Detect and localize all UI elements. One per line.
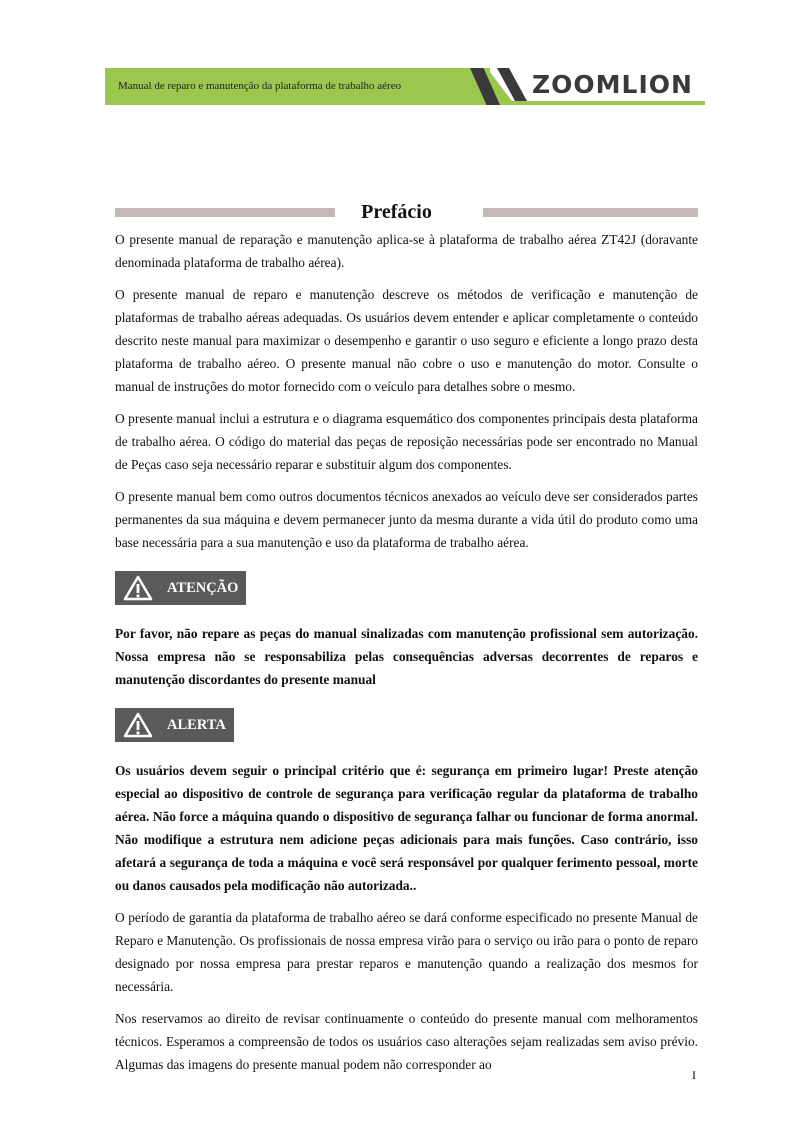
header-underline: [105, 101, 705, 105]
paragraph: O presente manual de reparo e manutenção descreve os métodos de verificação e manutenção de plataformas de trabalho aéreas adequadas. Os usuários devem entender e aplicar completamente o conteúdo descrito neste manual para maximizar o desempenho e garantir o uso seguro e eficiente a longo prazo desta plataforma de trabalho aéreo. O presente manual não cobre o uso e manutenção do motor. Consulte o manual de instruções do motor fornecido com o veículo para detalhes sobre o mesmo.: [115, 287, 698, 394]
zoomlion-logo: ZOOMLION: [532, 70, 693, 99]
page-number: I: [692, 1068, 696, 1082]
paragraph: O presente manual de reparação e manutenção aplica-se à plataforma de trabalho aérea ZT42J (doravante denominada plataforma de trabalho aérea).: [115, 232, 698, 270]
alert-badge: [115, 708, 234, 742]
header-title: Manual de reparo e manutenção da plataforma de trabalho aéreo: [118, 80, 402, 92]
alert-label: ALERTA: [167, 716, 226, 733]
document-body: [115, 228, 698, 1085]
page-header: [105, 68, 705, 105]
page-title: Prefácio: [361, 201, 432, 223]
attention-text: Por favor, não repare as peças do manual sinalizadas com manutenção profissional sem autorização. Nossa empresa não se responsabiliza pelas consequências adversas decorrentes de reparos e manutenção discordantes do presente manual: [115, 626, 698, 687]
warning-triangle-icon: [123, 575, 153, 601]
alert-text: Os usuários devem seguir o principal critério que é: segurança em primeiro lugar! Preste atenção especial ao dispositivo de controle de segurança para verificação regular da plataforma de trabalho aérea. Não force a máquina quando o dispositivo de segurança falhar ou funcionar de forma anormal. Não modifique a estrutura nem adicione peças adicionais para mais funções. Caso contrário, isso afetará a segurança de toda a máquina e você será responsável por qualquer ferimento pessoal, morte ou danos causados pela modificação não autorizada..: [115, 763, 698, 893]
attention-label: ATENÇÃO: [167, 579, 239, 596]
paragraph: O presente manual inclui a estrutura e o diagrama esquemático dos componentes principais desta plataforma de trabalho aérea. O código do material das peças de reposição necessárias pode ser encontrado no Manual de Peças caso seja necessário reparar e substituir algum dos componentes.: [115, 411, 698, 472]
paragraph: O período de garantia da plataforma de trabalho aéreo se dará conforme especificado no presente Manual de Reparo e Manutenção. Os profissionais de nossa empresa virão para o serviço ou irão para o ponto de reparo designado por nossa empresa para prestar reparos e manutenção quando a realização dos mesmos for necessária.: [115, 910, 698, 994]
paragraph: O presente manual bem como outros documentos técnicos anexados ao veículo deve ser considerados partes permanentes da sua máquina e devem permanecer junto da mesma durante a vida útil do produto como uma base necessária para a sua manutenção e uso da plataforma de trabalho aérea.: [115, 489, 698, 550]
paragraph: Nos reservamos ao direito de revisar continuamente o conteúdo do presente manual com melhoramentos técnicos. Esperamos a compreensão de todos os usuários caso alterações sejam realizadas sem aviso prévio. Algumas das imagens do presente manual podem não corresponder ao: [115, 1011, 698, 1072]
warning-triangle-icon: [123, 712, 153, 738]
attention-badge: [115, 571, 246, 605]
